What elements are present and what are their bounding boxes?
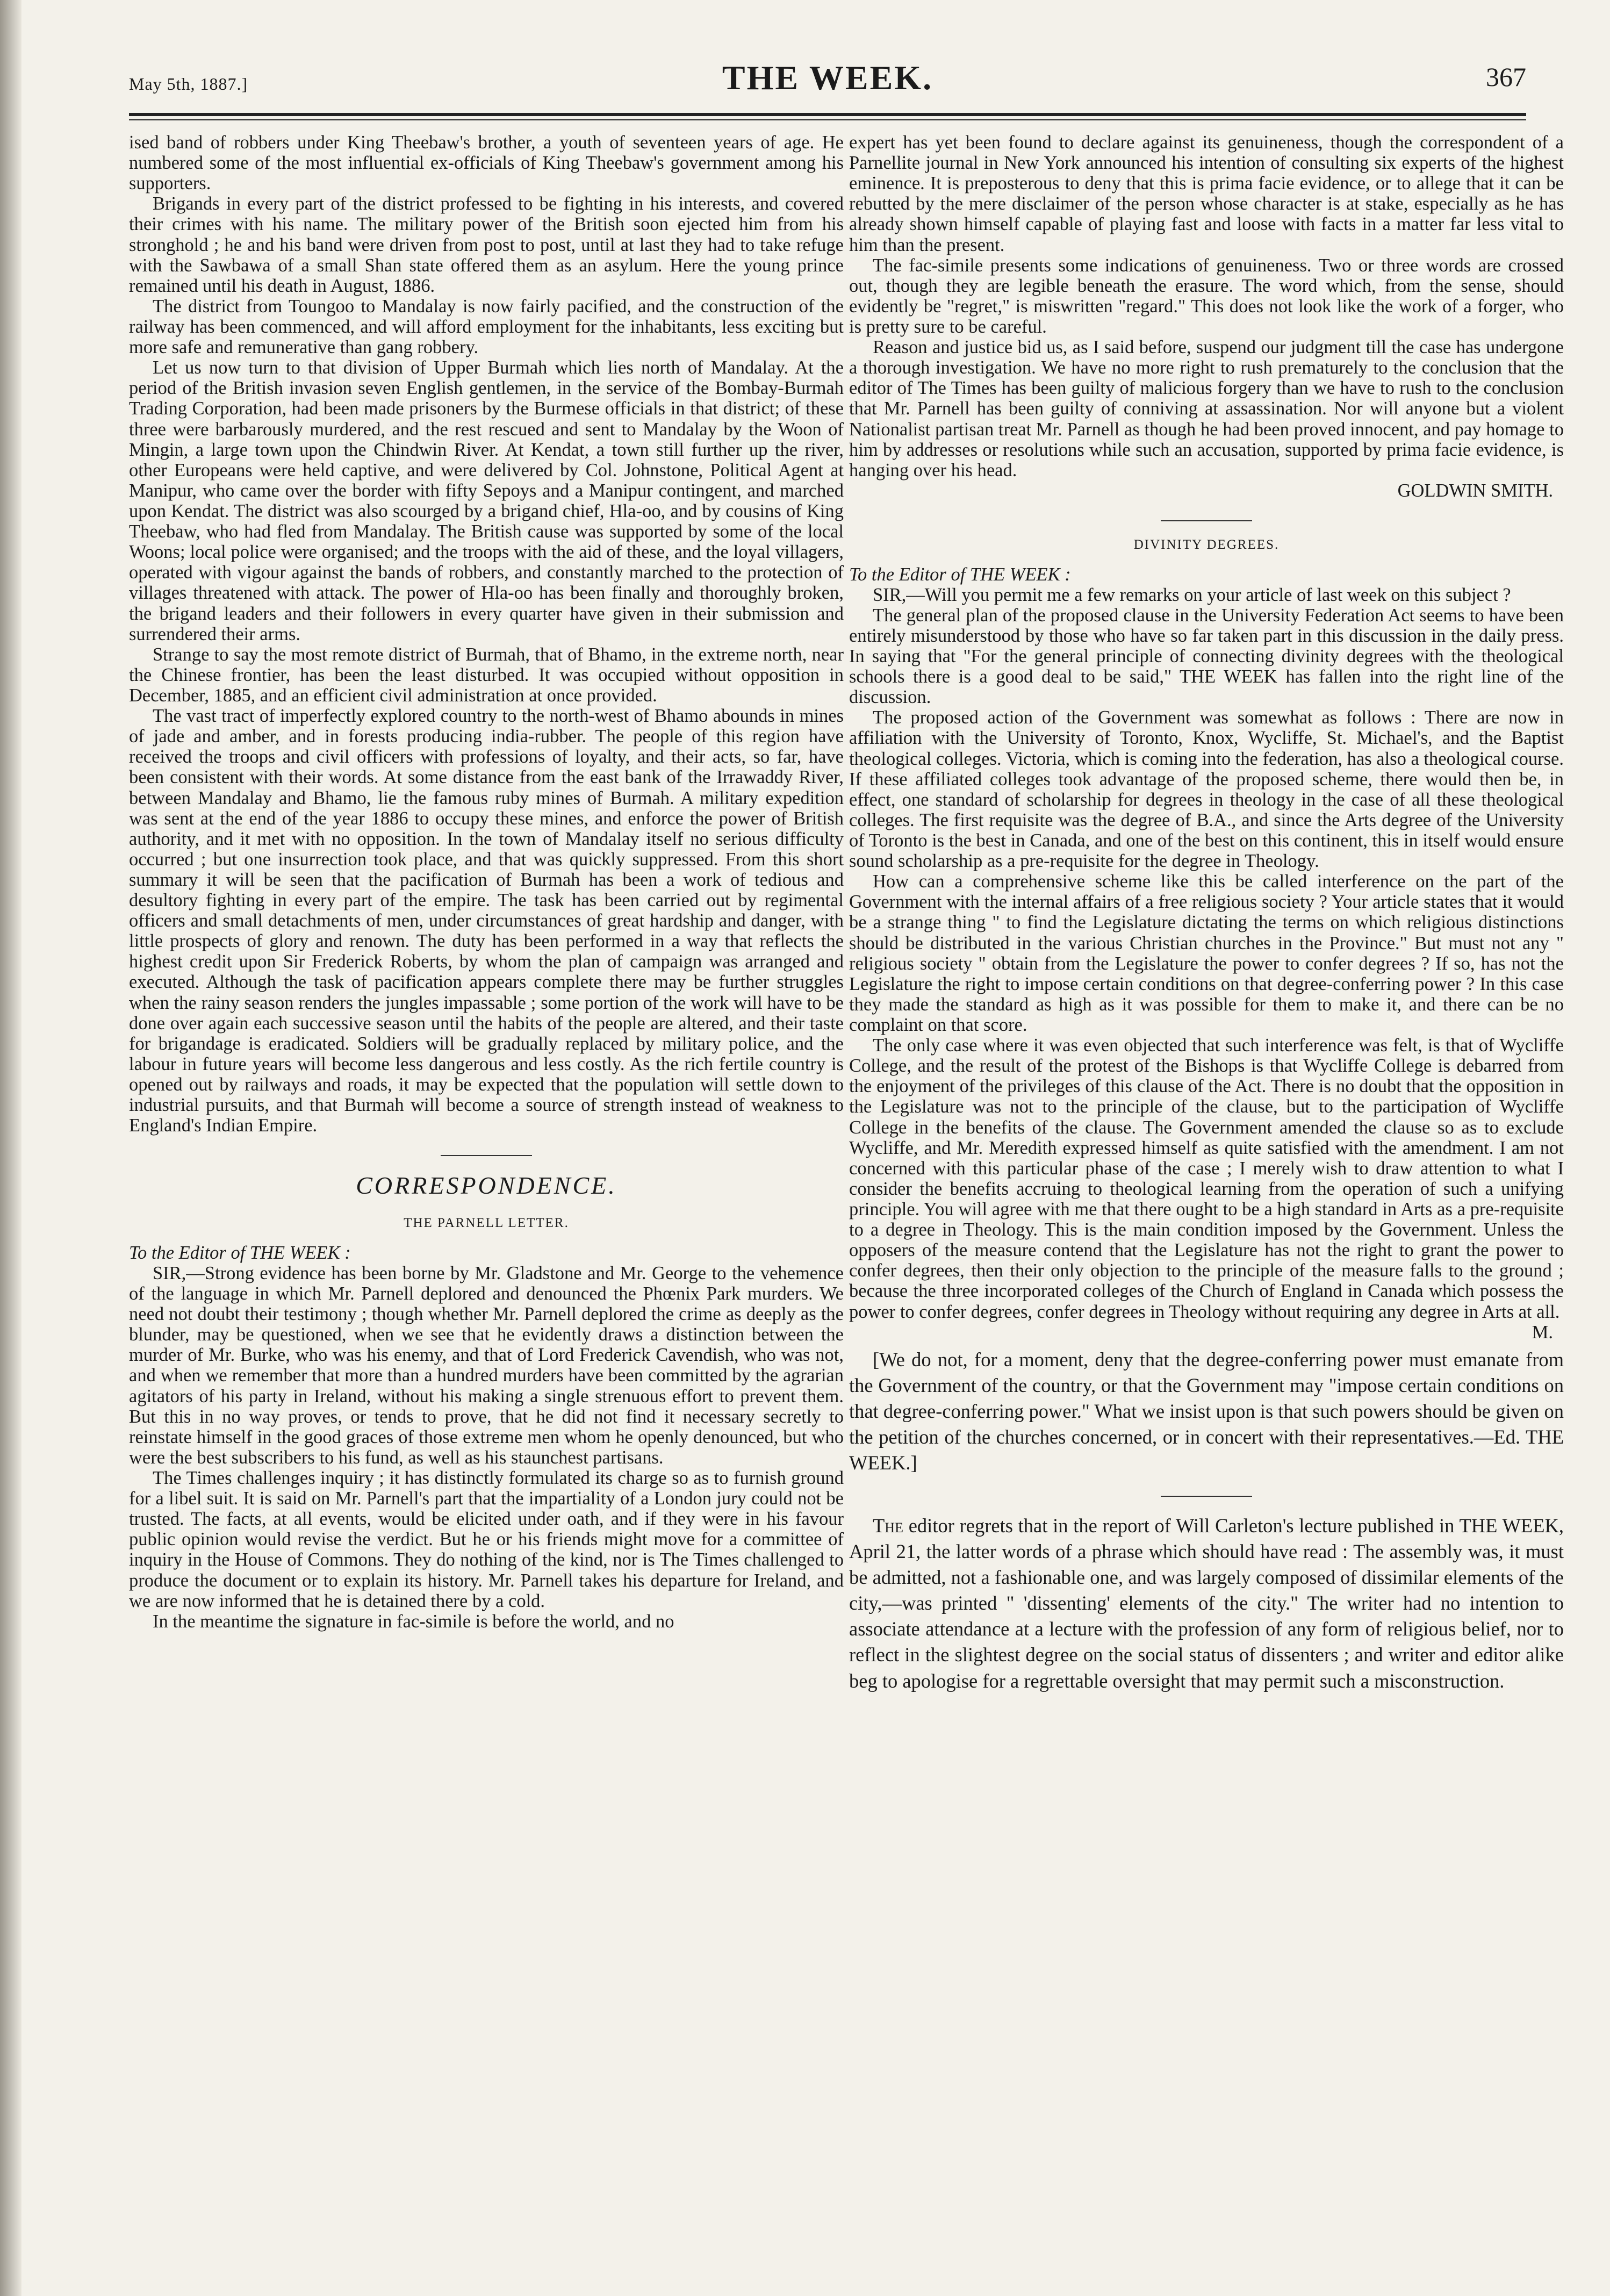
correction-notice [849,1513,1564,1694]
issue-date: May 5th, 1887.] [129,74,248,94]
letter-paragraph: The Times challenges inquiry ; it has distinctly formulated its charge so as to furnish ground for a libel suit. It is said on Mr. Parnell's part that the impartiality of a London jury could not be trusted. The facts, at all events, would be elicited under oath, and if they were in his favour public opinion would revise the verdict. But he or his friends might move for a committee of inquiry in the House of Commons. They do nothing of the kind, nor is The Times challenged to produce the document or to explain its history. Mr. Parnell takes his departure for Ireland, and we are now informed that he is detained there by a cold. [129,1468,844,1611]
editor-note-text: [We do not, for a moment, deny that the degree-conferring power must emanate from the Government of the country, or that the Government may "impose certain conditions on that degree-conferring power." What we insist upon is that such powers should be given on the petition of the churches concerned, or in concert with their representatives.—Ed. THE WEEK.] [849,1348,1564,1474]
letter-paragraph: expert has yet been found to declare against its genuineness, though the correspondent of a Parnellite journal in New York announced his intention of consulting six experts of the highest eminence. It is preposterous to deny that this is prima facie evidence, or to allege that it can be rebutted by the mere disclaimer of the person whose character is at stake, especially as he has already shown himself capable of playing fast and loose with facts in a matter far less vital to him than the present. [849,132,1564,255]
editor-note [849,1347,1564,1476]
notice-lead-word: The [873,1514,903,1537]
right-column [849,132,1564,1694]
signature-name: GOLDWIN SMITH. [1397,480,1553,501]
section-divider [1161,520,1252,521]
article-paragraph: ised band of robbers under King Theebaw's brother, a youth of seventeen years of age. He numbered some of the most influential ex-officials of King Theebaw's government among his supporters. [129,132,844,194]
letter-title-divinity: DIVINITY DEGREES. [1133,537,1280,552]
letter-signature-goldwin-smith [849,480,1564,501]
letter-salutation: To the Editor of THE WEEK : [129,1242,351,1263]
page-header [129,58,1526,112]
article-paragraph: The vast tract of imperfectly explored country to the north-west of Bhamo abounds in mines of jade and amber, and in forests producing india-rubber. The people of this region have received the troops and civil officers with professions of loyalty, and their acts, so far, have been consistent with their words. At some distance from the east bank of the Irrawaddy River, between Mandalay and Bhamo, lie the famous ruby mines of Burmah. A military expedition was sent at the end of the year 1886 to occupy these mines, and enforce the power of British authority, and it met with no opposition. In the town of Mandalay itself no serious difficulty occurred ; but one insurrection took place, and that was quickly suppressed. From this short summary it will be seen that the pacification of Burmah has been a work of tedious and desultory fighting in every part of the empire. The task has been carried out by regimental officers and small detachments of men, under circumstances of great hardship and danger, with little prospects of glory and renown. The duty has been performed in a way that reflects the highest credit upon Sir Frederick Roberts, by whom the plan of campaign was arranged and executed. Although the task of pacification appears complete there may be further struggles when the rainy season renders the jungles impassable ; some portion of the work will have to be done over again each successive season until the habits of the people are altered, and their taste for brigandage is eradicated. Soldiers will be gradually replaced by military police, and the labour in future years will become less dangerous and less costly. As the rich fertile country is opened out by railways and roads, it may be expected that the population will settle down to industrial pursuits, and that Burmah will become a source of strength instead of weakness to England's Indian Empire. [129,706,844,1136]
letter-paragraph: Reason and justice bid us, as I said before, suspend our judgment till the case has undergone a thorough investigation. We have no more right to rush prematurely to the conclusion that the editor of The Times has been guilty of malicious forgery than we have to rush to the conclusion that Mr. Parnell has been guilty of conniving at assassination. Nor will anyone but a violent Nationalist partisan treat Mr. Parnell as though he had been proved innocent, and pay homage to him by addresses or resolutions while such an accusation, supported by prima facie evidence, is hanging over his head. [849,337,1564,480]
letter-paragraph: SIR,—Will you permit me a few remarks on your article of last week on this subject ? [873,584,1511,605]
left-column [129,132,844,1632]
letter-signature-m [849,1322,1564,1343]
correspondence-heading: CORRESPONDENCE. [356,1172,617,1200]
masthead-title: THE WEEK. [722,59,933,97]
header-rule-thin [129,119,1526,120]
article-paragraph: Let us now turn to that division of Upper Burmah which lies north of Mandalay. At the period of the British invasion seven English gentlemen, in the service of the Bombay-Burmah Trading Corporation, had been made prisoners by the Burmese officials in that district; of these three were barbarously murdered, and the rest rescued and sent to Mandalay by the Woon of Mingin, a large town upon the Chindwin River. At Kendat, a town still further up the river, other Europeans were held captive, and were delivered by Col. Johnstone, Political Agent at Manipur, who came over the border with fifty Sepoys and a Manipur contingent, and marched upon Kendat. The district was also scourged by a brigand chief, Hla-oo, and by cousins of King Theebaw, who had fled from Mandalay. The British cause was supported by some of the local Woons; local police were organised; and the troops with the aid of these, and the loyal villagers, operated with vigour against the bands of robbers, and constantly marched to the protection of villages threatened with attack. The power of Hla-oo has been finally and thoroughly broken, the brigand leaders and their followers in every quarter have given in their submission and surrendered their arms. [129,357,844,644]
article-paragraph: Strange to say the most remote district of Burmah, that of Bhamo, in the extreme north, near the Chinese frontier, has been the least disturbed. It was occupied without opposition in December, 1885, and an efficient civil administration at once provided. [129,644,844,706]
letter-salutation: To the Editor of THE WEEK : [849,564,1071,585]
letter-paragraph: The proposed action of the Government was somewhat as follows : There are now in affiliation with the University of Toronto, Knox, Wycliffe, St. Michael's, and the Baptist theological colleges. Victoria, which is coming into the federation, has also a theological course. If these affiliated colleges took advantage of the proposed scheme, there would then be, in effect, one standard of scholarship for degrees in theology in the case of all these theological colleges. The first requisite was the degree of B.A., and since the Arts degree of the University of Toronto is the best in Canada, and one of the best on this continent, this in itself would ensure sound scholarship as a pre-requisite for the degree in Theology. [849,707,1564,872]
letter-paragraph: The general plan of the proposed clause in the University Federation Act seems to have been entirely misunderstood by those who have so far taken part in this discussion in the daily press. In saying that "For the general principle of connecting divinity degrees with the theological schools there is a good deal to be said," THE WEEK has fallen into the right line of the discussion. [849,605,1564,708]
section-divider [441,1155,532,1156]
letter-paragraph: How can a comprehensive scheme like this be called interference on the part of the Government with the internal affairs of a free religious society ? Your article states that it would be a strange thing " to find the Legislature dictating the terms on which religious distinctions should be distributed in the various Christian churches in the Province." But must not any " religious society " obtain from the Legislature the power to confer degrees ? If so, has not the Legislature the right to impose certain conditions on that degree-conferring power ? In this case they made the standard as high as it was possible for them to make it, and there can be no complaint on that score. [849,871,1564,1035]
letter-title-parnell: THE PARNELL LETTER. [404,1216,569,1231]
letter-paragraph: The only case where it was even objected that such interference was felt, is that of Wycliffe College, and the result of the protest of the Bishops is that Wycliffe College is debarred from the enjoyment of the privileges of this clause of the Act. There is no doubt that the opposition in the Legislature was not to the principle of the clause, but to the participation of Wycliffe College in the benefits of the clause. The Government amended the clause so as to exclude Wycliffe, and Mr. Meredith expressed himself as quite satisfied with the amendment. I am not concerned with this particular phase of the case ; I merely wish to draw attention to what I consider the benefits accruing to theological learning from the operation of such a unifying principle. You will agree with me that there ought to be a high standard in Arts as a pre-requisite to a degree in Theology. This is the main condition imposed by the Government. Unless the opposers of the measure contend that the Legislature has not the right to grant the power to confer degrees, then their only objection to the principle of the measure falls to the ground ; because the three incorporated colleges of the Church of England in Canada which possess the power to confer degrees, confer degrees in Theology without requiring any degree in Arts at all. [849,1035,1564,1322]
signature-initial: M. [1532,1322,1553,1343]
letter-paragraph: SIR,—Strong evidence has been borne by Mr. Gladstone and Mr. George to the vehemence of the language in which Mr. Parnell deplored and denounced the Phœnix Park murders. We need not doubt their testimony ; though whether Mr. Parnell deplored the crime as deeply as the blunder, may be questioned, when we see that he evidently draws a distinction between the murder of Mr. Burke, who was his enemy, and that of Lord Frederick Cavendish, who was not, and when we remember that more than a hundred murders have been committed by the agrarian agitators of his party in Ireland, without his making a single strenuous effort to prevent them. But this in no way proves, or tends to prove, that he did not find it necessary secretly to reinstate himself in the good graces of those extreme men whom he openly denounced, but who were the best subscribers to his fund, as well as his staunchest partisans. [129,1262,844,1468]
notice-body: editor regrets that in the report of Will Carleton's lecture published in THE WEEK, April 21, the latter words of a phrase which should have read : The assembly was, it must be admitted, not a fashionable one, and was largely composed of dissimilar elements of the city,—was printed " 'dissenting' elements of the city." The writer had no intention to associate attendance at a lecture with the profession of any form of religious belief, nor to reflect in the slightest degree on the social status of dissenters ; and writer and editor alike beg to apologise for a regrettable oversight that may permit such a misconstruction. [849,1514,1564,1692]
letter-paragraph: The fac-simile presents some indications of genuineness. Two or three words are crossed out, though they are legible beneath the erasure. The word which, from the sense, should evidently be "regret," is miswritten "regard." This does not look like the work of a forger, who is pretty sure to be careful. [849,255,1564,337]
correction-notice-text [849,1513,1564,1694]
letter-paragraph: In the meantime the signature in fac-simile is before the world, and no [153,1611,674,1632]
page-number: 367 [1486,62,1526,92]
header-rule-thick [129,113,1526,116]
page-gutter-shadow [0,0,21,2296]
article-paragraph: Brigands in every part of the district professed to be fighting in his interests, and covered their crimes with his name. The military power of the British soon ejected him from his stronghold ; he and his band were driven from post to post, until at last they had to take refuge with the Sawbawa of a small Shan state offered them as an asylum. Here the young prince remained until his death in August, 1886. [129,193,844,296]
section-divider [1161,1496,1252,1497]
article-paragraph: The district from Toungoo to Mandalay is now fairly pacified, and the construction of the railway has been commenced, and will afford employment for the inhabitants, less exciting but more safe and remunerative than gang robbery. [129,296,844,358]
